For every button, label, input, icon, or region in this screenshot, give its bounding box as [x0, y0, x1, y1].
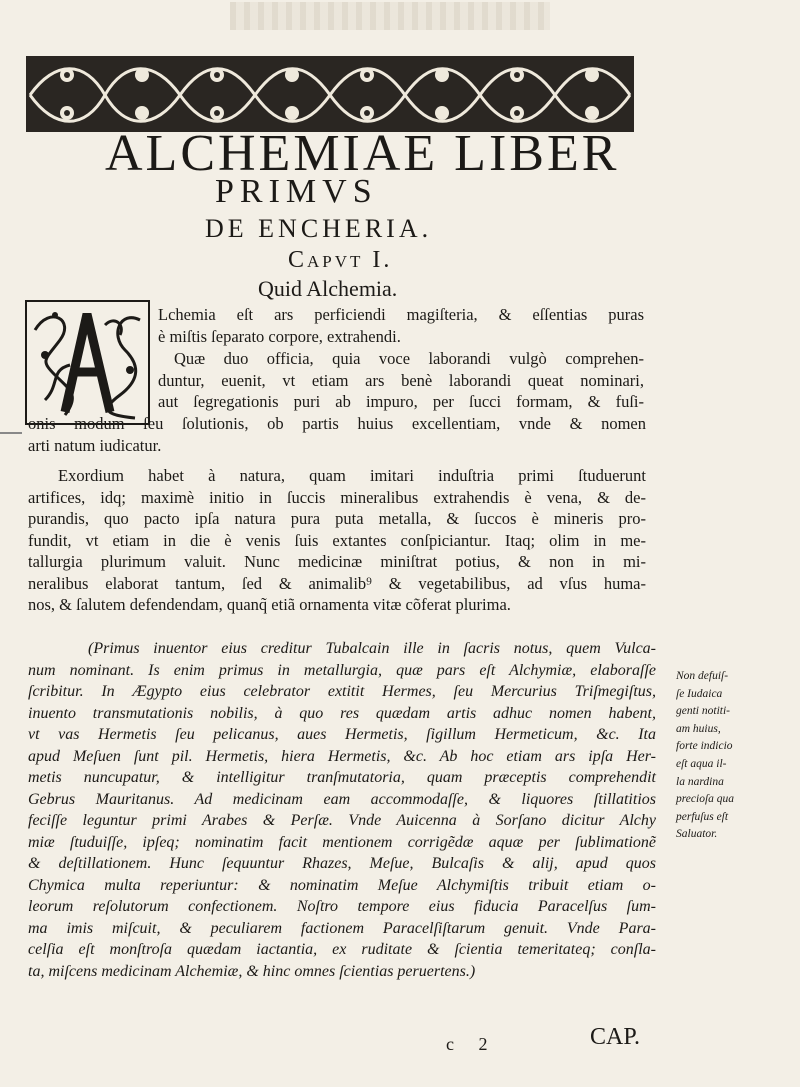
decorated-initial-a-icon [25, 300, 150, 425]
text-line: aut ſegregationis puri ab impuro, per ſucci formam, & fuſi- [158, 392, 644, 411]
text-line: Chymica multa reperiuntur: & nominatim Meſue Alchymiſtis tribuit etiam o- [28, 876, 656, 894]
text-line: leorum reſolutorum confectionem. Noſtro tempore eius fiducia Paracelſus ſum- [28, 898, 656, 915]
note-line: eſt aqua il- [676, 757, 727, 770]
text-line: arti natum iudicatur. [28, 435, 162, 455]
paragraph-history [28, 638, 656, 982]
text-line: & deſtillationem. Hunc ſequuntur Rhazes, Meſue, Bulcaſis & alij, apud quos [28, 855, 656, 872]
text-line: tallurgia plurimum valuit. Nunc medicinæ miniſtrat potius, & non in mi- [28, 552, 646, 571]
note-line: am huius, [676, 722, 721, 735]
text-line: celſia eſt monſtroſa quædam iactantia, ex ruditate & ſcientia temeritateq; conſla- [28, 941, 656, 958]
text-line: Exordium habet à natura, quam imitari induſtria primi ſtuduerunt [58, 466, 646, 485]
text-line: ſcribitur. In Ægypto eius celebrator extitit Hermes, ſeu Mercurius Triſmegiſtus, [28, 683, 656, 700]
text-line: vt vas Hermetis ſeu pelicanus, aues Hermetis, ſigillum Hermeticum, &c. Ita [28, 726, 656, 743]
page-edge-mark [0, 432, 22, 434]
note-line: forte indicio [676, 740, 733, 753]
paragraph-exordium [28, 465, 646, 616]
text-line: apud Meſuen ſunt pil. Hermetis, hiera Hermetis, &c. Ab hoc etiam ars ipſa Her- [28, 747, 656, 765]
book-subtitle: PRIMVS [215, 173, 378, 210]
text-line: onis modum ſeu ſolutionis, ob partis huius excellentiam, vnde & nomen [28, 414, 646, 433]
note-line: ſe Iudaica [676, 687, 723, 700]
show-through-text [230, 2, 550, 30]
catchword: CAP. [590, 1024, 641, 1050]
text-line: artifices, idq; maximè initio in ſuccis mineralibus extrahendis è vena, & de- [28, 487, 646, 507]
section-heading: DE ENCHERIA. [205, 214, 433, 243]
text-line: è miſtis ſeparato corpore, extrahendi. [158, 326, 401, 346]
text-line: Gebrus Mauritanus. Ad medicinam eam accommodaſſe, & liquores ſtillatitios [28, 790, 656, 808]
text-line: nos, & ſalutem defendendam, quanq̃ etiã ornamenta vitæ cõferat plurima. [28, 595, 511, 614]
text-line: miæ ſtuduiſſe, ipſeq; nominatim facit mentionem corrigẽdæ aquæ per ſublimationẽ [28, 833, 656, 851]
text-line: ta, miſcens medicinam Alchemiæ, & hinc omnes ſcientias peruertens.) [28, 962, 476, 980]
note-line: la nardina [676, 775, 724, 788]
text-line: neralibus elaborat tantum, ſed & animalib⁹ & vegetabilibus, ad vſus huma- [28, 573, 646, 593]
note-line: precioſa qua [676, 793, 735, 806]
text-line: Quæ duo officia, quia voce laborandi vulgò comprehen- [174, 349, 644, 368]
note-line: Saluator. [676, 828, 718, 841]
note-line: perfuſus eſt [676, 810, 729, 823]
paragraph-definition [158, 304, 644, 347]
text-line: inuento transmutationis nobilis, à quo res quædam artis adhuc nomen habent, [28, 704, 656, 722]
text-line: purandis, quo pacto ipſa natura pura puta metalla, & ſuccos è mineris pro- [28, 509, 646, 528]
text-line: duntur, euenit, vt etiam ars benè laborandi queat nominari, [158, 370, 644, 390]
woodcut-headpiece-ornament [25, 55, 635, 133]
text-line: fundit, vt etiam in die è venis ſuis extantes conſpiciantur. Itaq; olim in me- [28, 530, 646, 550]
text-line: num nominant. Is enim primus in metallurgia, quæ pars eſt Alchymiæ, elaboraſſe [28, 661, 656, 679]
note-line: genti notiti- [676, 705, 730, 718]
text-line: (Primus inuentor eius creditur Tubalcain ille in ſacris notus, quem Vulca- [88, 640, 656, 657]
marginal-note [676, 668, 796, 844]
chapter-number: Capvt I. [288, 247, 393, 273]
text-line: feciſſe leguntur primi Arabes & Perſæ. Vnde Auicenna à Sorſano dicitur Alchy [28, 812, 656, 829]
text-line: ma imis miſcuit, & peculiarem factionem Paracelſiſtarum genuit. Vnde Para- [28, 919, 656, 937]
book-title: ALCHEMIAE LIBER [105, 125, 620, 182]
chapter-title: Quid Alchemia. [258, 276, 398, 301]
signature-mark: c 2 [446, 1034, 498, 1054]
note-line: Non defuiſ- [676, 670, 729, 682]
paragraph-officia-continued [28, 413, 646, 456]
paragraph-officia [158, 348, 644, 413]
text-line: metis nuncupatur, & intelligitur tranſmutatoria, quam præceptis comprehendit [28, 769, 656, 786]
text-line: Lchemia eſt ars perficiendi magiſteria, & eſſentias puras [158, 305, 644, 324]
